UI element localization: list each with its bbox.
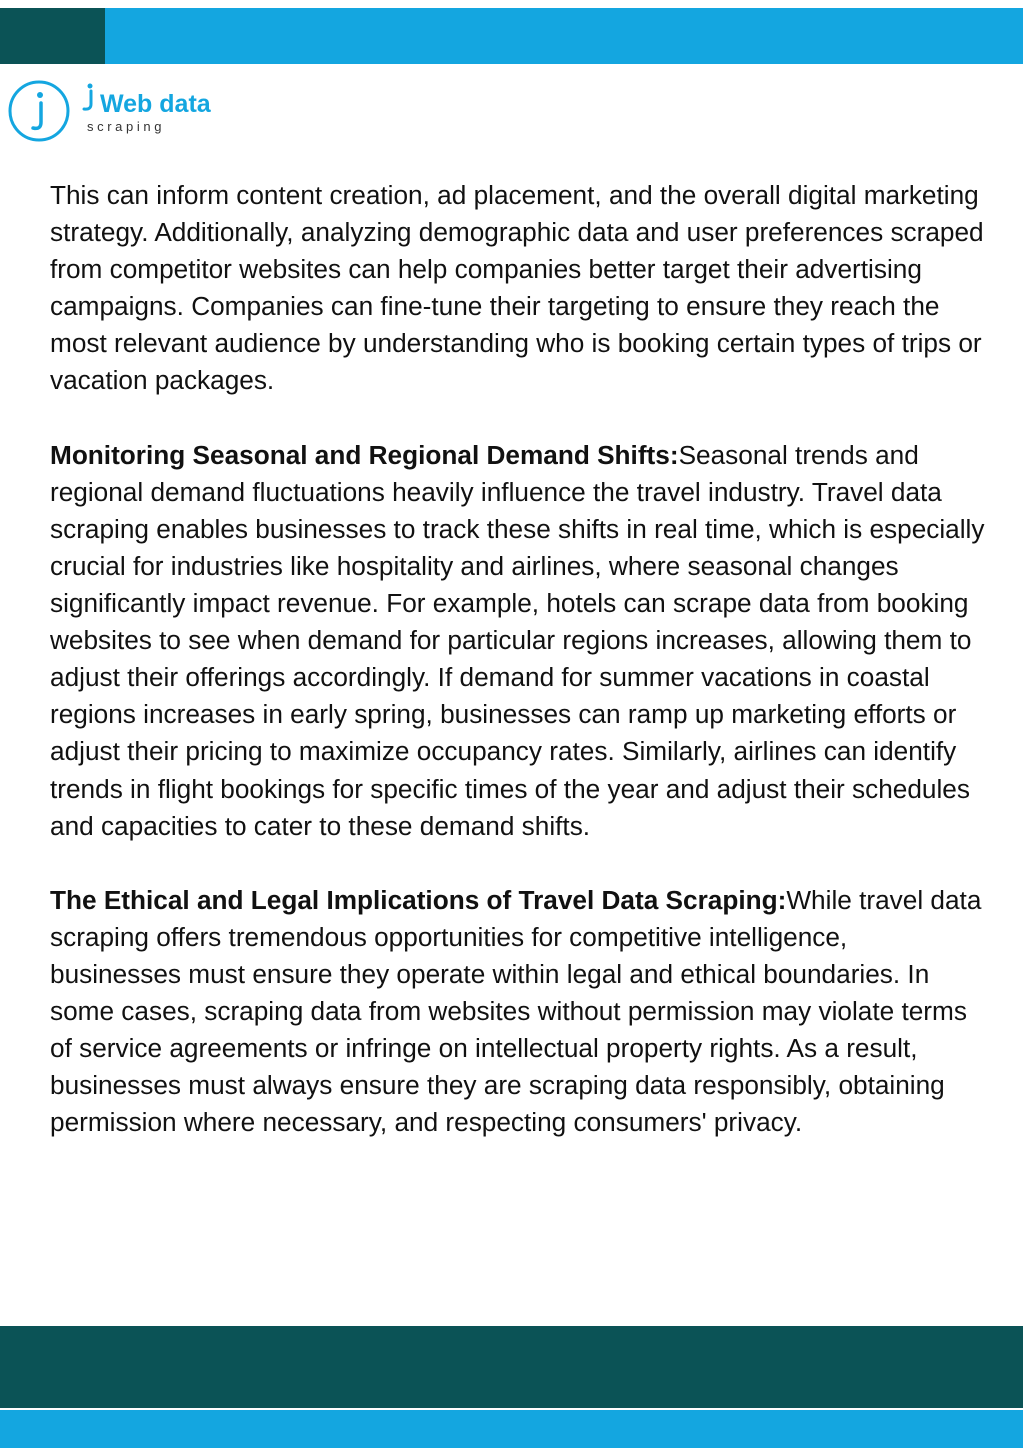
footer-band-dark	[0, 1326, 1023, 1408]
footer-band-light	[0, 1410, 1023, 1448]
header-band	[0, 8, 1023, 64]
paragraph-heading: The Ethical and Legal Implications of Travel Data Scraping:	[50, 884, 787, 915]
paragraph-seasonal-demand	[50, 437, 985, 845]
paragraph-ethical-legal	[50, 882, 985, 1142]
paragraph-text: This can inform content creation, ad placement, and the overall digital marketing strategy. Additionally, analyzing demographic data and user preferences scraped from competitor websites can help companies better target their advertising campaigns. Companies can fine-tune their targeting to ensure they reach the most relevant audience by understanding who is booking certain types of trips or vacation packages.	[50, 180, 984, 396]
header-band-accent	[0, 8, 105, 64]
document-body	[50, 177, 985, 1179]
j-circle-logo-icon	[8, 78, 228, 148]
paragraph-intro	[50, 177, 985, 400]
paragraph-heading: Monitoring Seasonal and Regional Demand Shifts:	[50, 439, 679, 470]
logo-brand-word: Web data	[100, 90, 211, 118]
paragraph-text: Seasonal trends and regional demand fluctuations heavily influence the travel industry. Travel data scraping enables businesses to track these shifts in real time, which is especially crucial for industries like hospitality and airlines, where seasonal changes significantly impact revenue. For example, hotels can scrape data from booking websites to see when demand for particular regions increases, allowing them to adjust their offerings accordingly. If demand for summer vacations in coastal regions increases in early spring, businesses can ramp up marketing efforts or adjust their pricing to maximize occupancy rates. Similarly, airlines can identify trends in flight bookings for specific times of the year and adjust their schedules and capacities to cater to these demand shifts.	[50, 439, 985, 841]
logo-tagline: s c r a p i n g	[87, 119, 162, 134]
company-logo	[8, 78, 228, 148]
paragraph-text: While travel data scraping offers tremendous opportunities for competitive intelligence, businesses must ensure they operate within legal and ethical boundaries. In some cases, scraping data from websites without permission may violate terms of service agreements or infringe on intellectual property rights. As a result, businesses must always ensure they are scraping data responsibly, obtaining permission where necessary, and respecting consumers' privacy.	[50, 884, 982, 1138]
